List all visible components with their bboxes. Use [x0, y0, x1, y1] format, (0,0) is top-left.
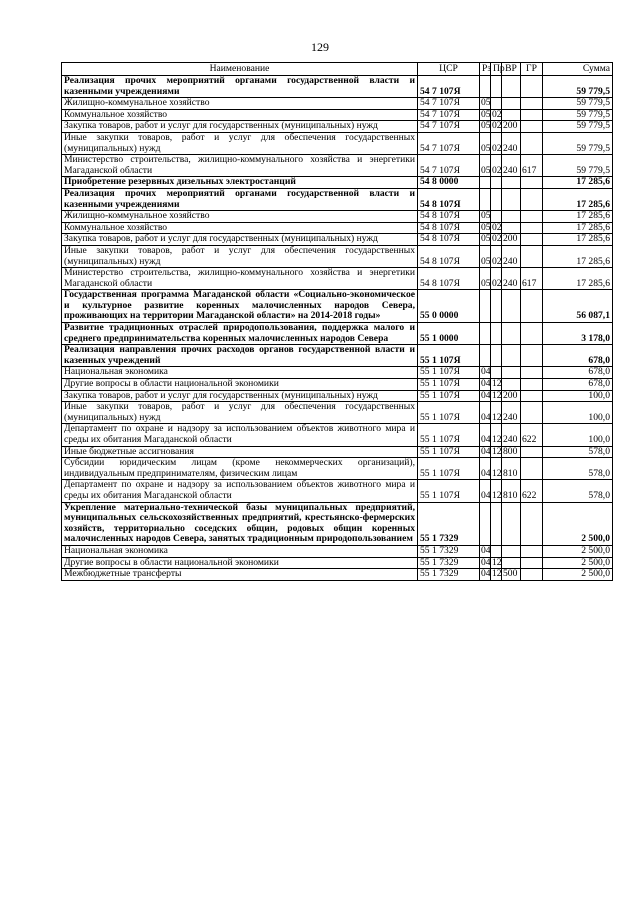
cell-vr — [502, 367, 521, 379]
table-row — [62, 446, 613, 458]
cell-csr: 54 8 107Я — [418, 188, 480, 210]
cell-gr: 617 — [521, 268, 543, 290]
cell-csr: 55 1 7329 — [418, 502, 480, 545]
cell-pr — [491, 367, 502, 379]
cell-rz: 04 — [481, 378, 491, 390]
cell-name: Другие вопросы в области национальной экономики — [62, 379, 418, 391]
cell-sum: 17 285,6 — [543, 188, 613, 210]
cell-gr — [521, 345, 543, 367]
header-csr: ЦСР — [418, 63, 480, 76]
cell-gr — [521, 379, 543, 391]
cell-csr: 54 7 107Я — [418, 121, 480, 133]
page-number: 129 — [311, 40, 329, 54]
cell-csr: 55 1 107Я — [418, 345, 480, 367]
cell-pr: 02 — [491, 268, 502, 290]
cell-sum: 578,0 — [543, 446, 613, 458]
cell-csr: 54 8 107Я — [418, 268, 480, 290]
cell-gr — [521, 502, 543, 545]
cell-pr: 02 — [492, 233, 502, 245]
cell-name: Министерство строительства, жилищно-коммунального хозяйства и энергетики Магаданской области — [62, 268, 418, 290]
table-row — [62, 290, 613, 323]
table-row — [62, 121, 613, 133]
header-gr: ГР — [521, 63, 543, 76]
table-row — [62, 188, 613, 210]
table-row — [62, 98, 613, 110]
cell-pr: 12 — [491, 424, 502, 446]
cell-pr — [491, 177, 502, 189]
cell-pr: 02 — [492, 221, 502, 233]
cell-vr — [502, 502, 521, 545]
header-sum: Сумма — [543, 63, 613, 76]
table-row — [62, 390, 613, 402]
cell-vr — [502, 545, 521, 557]
cell-name: Субсидии юридическим лицам (кроме некоммерческих организаций), индивидуальным предпринимателям, физическим лицам — [62, 458, 418, 480]
cell-gr — [521, 177, 543, 189]
cell-name: Иные бюджетные ассигнования — [62, 446, 418, 458]
cell-vr — [502, 188, 521, 210]
table-body — [62, 76, 613, 581]
cell-gr — [521, 76, 543, 98]
cell-sum: 100,0 — [543, 402, 613, 424]
cell-sum: 17 285,6 — [543, 211, 613, 223]
cell-rz: 05 — [481, 120, 491, 132]
cell-vr: 240 — [502, 402, 521, 424]
cell-name: Развитие традиционных отраслей природопользования, поддержка малого и среднего предпринимательства коренных малочисленных народов Севера — [62, 323, 418, 345]
cell-name: Иные закупки товаров, работ и услуг для обеспечения государственных (муниципальных) нужд — [62, 245, 418, 267]
cell-rz: 05 — [480, 132, 491, 154]
cell-gr: 622 — [521, 480, 543, 502]
cell-vr — [502, 76, 521, 98]
cell-sum: 17 285,6 — [543, 234, 613, 246]
cell-rz: 04 — [481, 556, 491, 568]
cell-sum: 59 779,5 — [543, 132, 613, 154]
cell-name: Иные закупки товаров, работ и услуг для обеспечения государственных (муниципальных) нужд — [62, 132, 418, 154]
cell-sum: 2 500,0 — [543, 557, 613, 569]
cell-rz — [480, 177, 491, 189]
cell-sum: 59 779,5 — [543, 109, 613, 121]
cell-csr: 54 8 107Я — [418, 245, 480, 267]
cell-gr — [521, 211, 543, 223]
table-row — [62, 458, 613, 480]
cell-pr: 12 — [492, 389, 502, 401]
cell-csr: 55 1 107Я — [418, 367, 480, 379]
cell-pr: 12 — [492, 568, 502, 580]
cell-pr: 12 — [491, 402, 502, 424]
cell-vr — [502, 379, 521, 391]
cell-name: Закупка товаров, работ и услуг для государственных (муниципальных) нужд — [62, 121, 418, 133]
cell-pr: 02 — [491, 132, 502, 154]
cell-rz: 05 — [480, 245, 491, 267]
table-row — [62, 211, 613, 223]
table-row — [62, 379, 613, 391]
cell-gr — [521, 446, 543, 458]
cell-gr — [521, 98, 543, 110]
cell-rz: 04 — [481, 366, 491, 378]
cell-gr — [521, 245, 543, 267]
cell-gr — [521, 109, 543, 121]
cell-rz — [480, 188, 491, 210]
cell-pr: 02 — [492, 120, 502, 132]
cell-sum: 59 779,5 — [543, 155, 613, 177]
header-vr: ВР — [502, 63, 521, 76]
cell-rz — [480, 323, 491, 345]
cell-vr — [502, 177, 521, 189]
cell-rz: 04 — [481, 544, 491, 556]
cell-rz: 05 — [481, 210, 491, 222]
cell-name: Коммунальное хозяйство — [62, 222, 418, 234]
cell-rz — [480, 345, 491, 367]
cell-name: Закупка товаров, работ и услуг для государственных (муниципальных) нужд — [62, 390, 418, 402]
cell-rz: 05 — [481, 221, 491, 233]
table-row — [62, 402, 613, 424]
cell-gr — [521, 234, 543, 246]
cell-sum: 59 779,5 — [543, 98, 613, 110]
cell-name: Иные закупки товаров, работ и услуг для обеспечения государственных (муниципальных) нужд — [62, 402, 418, 424]
cell-rz: 04 — [481, 445, 491, 457]
cell-name: Межбюджетные трансферты — [62, 569, 418, 581]
table-row — [62, 76, 613, 98]
cell-sum: 678,0 — [543, 345, 613, 367]
cell-vr: 800 — [502, 446, 521, 458]
cell-name: Национальная экономика — [62, 367, 418, 379]
cell-name: Другие вопросы в области национальной экономики — [62, 557, 418, 569]
cell-pr: 02 — [491, 155, 502, 177]
cell-vr: 200 — [502, 121, 521, 133]
cell-csr: 54 7 107Я — [418, 109, 480, 121]
cell-name: Жилищно-коммунальное хозяйство — [62, 98, 418, 110]
cell-vr: 240 — [502, 268, 521, 290]
cell-name: Закупка товаров, работ и услуг для государственных (муниципальных) нужд — [62, 234, 418, 246]
table-row — [62, 424, 613, 446]
cell-pr: 12 — [491, 458, 502, 480]
header-pr: Пр — [491, 63, 502, 76]
table-row — [62, 367, 613, 379]
cell-name: Реализация прочих мероприятий органами государственной власти и казенными учреждениями — [62, 188, 418, 210]
cell-vr: 240 — [502, 132, 521, 154]
cell-csr: 55 1 107Я — [418, 446, 480, 458]
cell-vr — [502, 345, 521, 367]
table-row — [62, 155, 613, 177]
cell-pr — [491, 290, 502, 323]
cell-sum: 17 285,6 — [543, 268, 613, 290]
cell-sum: 2 500,0 — [543, 545, 613, 557]
cell-sum: 2 500,0 — [543, 569, 613, 581]
cell-sum: 56 087,1 — [543, 290, 613, 323]
cell-pr — [491, 323, 502, 345]
cell-rz: 04 — [480, 424, 491, 446]
cell-name: Реализация прочих мероприятий органами государственной власти и казенными учреждениями — [62, 76, 418, 98]
table-row — [62, 132, 613, 154]
cell-name: Государственная программа Магаданской области «Социально-экономическое и культурное развитие коренных малочисленных народов Севера, проживающих на территории Магаданской области» на 2014-2018 годы» — [62, 290, 418, 323]
cell-name: Министерство строительства, жилищно-коммунального хозяйства и энергетики Магаданской области — [62, 155, 418, 177]
cell-sum: 17 285,6 — [543, 245, 613, 267]
cell-vr — [502, 323, 521, 345]
table-row — [62, 234, 613, 246]
cell-vr — [502, 211, 521, 223]
cell-rz: 05 — [481, 108, 491, 120]
cell-pr: 12 — [492, 556, 502, 568]
cell-gr — [521, 132, 543, 154]
cell-rz: 05 — [480, 155, 491, 177]
cell-pr: 02 — [492, 108, 502, 120]
cell-csr: 55 1 0000 — [418, 323, 480, 345]
table-row — [62, 502, 613, 545]
table-row — [62, 480, 613, 502]
cell-sum: 578,0 — [543, 480, 613, 502]
cell-gr — [521, 367, 543, 379]
cell-sum: 59 779,5 — [543, 76, 613, 98]
cell-csr: 55 0 0000 — [418, 290, 480, 323]
cell-sum: 59 779,5 — [543, 121, 613, 133]
cell-sum: 17 285,6 — [543, 177, 613, 189]
cell-name: Коммунальное хозяйство — [62, 109, 418, 121]
cell-csr: 54 7 107Я — [418, 132, 480, 154]
cell-vr: 200 — [502, 390, 521, 402]
cell-rz: 04 — [481, 568, 491, 580]
cell-pr: 12 — [492, 445, 502, 457]
cell-name: Жилищно-коммунальное хозяйство — [62, 211, 418, 223]
table-row — [62, 222, 613, 234]
cell-name: Реализация направления прочих расходов органов государственной власти и казенных учреждений — [62, 345, 418, 367]
cell-vr — [502, 98, 521, 110]
cell-csr: 55 1 7329 — [418, 557, 480, 569]
cell-vr: 240 — [502, 424, 521, 446]
table-row — [62, 345, 613, 367]
header-name: Наименование — [62, 63, 418, 76]
cell-rz: 04 — [480, 458, 491, 480]
cell-vr: 500 — [502, 569, 521, 581]
table-row — [62, 109, 613, 121]
cell-gr — [521, 458, 543, 480]
cell-csr: 54 8 107Я — [418, 222, 480, 234]
cell-sum: 678,0 — [543, 367, 613, 379]
cell-vr — [502, 557, 521, 569]
cell-pr: 02 — [491, 245, 502, 267]
cell-sum: 100,0 — [543, 424, 613, 446]
cell-rz — [480, 290, 491, 323]
cell-rz: 04 — [481, 389, 491, 401]
cell-rz: 05 — [480, 268, 491, 290]
cell-gr — [521, 569, 543, 581]
cell-sum: 3 178,0 — [543, 323, 613, 345]
cell-sum: 100,0 — [543, 390, 613, 402]
cell-gr — [521, 557, 543, 569]
cell-name: Приобретение резервных дизельных электростанций — [62, 177, 418, 189]
cell-vr — [502, 290, 521, 323]
cell-vr: 240 — [502, 245, 521, 267]
cell-csr: 54 8 0000 — [418, 177, 480, 189]
cell-csr: 55 1 7329 — [418, 569, 480, 581]
cell-vr: 810 — [502, 458, 521, 480]
cell-gr — [521, 402, 543, 424]
cell-sum: 2 500,0 — [543, 502, 613, 545]
cell-vr: 810 — [502, 480, 521, 502]
cell-gr — [521, 545, 543, 557]
cell-pr — [491, 545, 502, 557]
table-row — [62, 557, 613, 569]
cell-pr — [491, 98, 502, 110]
table-row — [62, 268, 613, 290]
cell-rz: 05 — [481, 233, 491, 245]
table-row — [62, 177, 613, 189]
table-header-row — [62, 63, 613, 76]
cell-csr: 54 7 107Я — [418, 155, 480, 177]
cell-csr: 55 1 7329 — [418, 545, 480, 557]
cell-gr — [521, 323, 543, 345]
table-row — [62, 569, 613, 581]
cell-pr — [491, 188, 502, 210]
cell-csr: 54 7 107Я — [418, 98, 480, 110]
cell-gr — [521, 121, 543, 133]
cell-pr — [491, 502, 502, 545]
cell-gr — [521, 188, 543, 210]
cell-csr: 55 1 107Я — [418, 379, 480, 391]
cell-vr: 200 — [502, 234, 521, 246]
cell-csr: 55 1 107Я — [418, 390, 480, 402]
cell-rz — [480, 76, 491, 98]
cell-csr: 55 1 107Я — [418, 480, 480, 502]
budget-table — [61, 62, 613, 581]
cell-gr: 617 — [521, 155, 543, 177]
cell-csr: 55 1 107Я — [418, 458, 480, 480]
cell-rz — [480, 502, 491, 545]
cell-rz: 05 — [481, 97, 491, 109]
cell-name: Национальная экономика — [62, 545, 418, 557]
cell-sum: 678,0 — [543, 379, 613, 391]
cell-pr — [491, 211, 502, 223]
cell-csr: 55 1 107Я — [418, 424, 480, 446]
cell-name: Укрепление материально-технической базы муниципальных предприятий, муниципальных сельскохозяйственных предприятий, крестьянско-фермерских хозяйств, территориально соседских общин, родовых общин коренных малочисленных народов Севера, занятых традиционным природопользованием — [62, 502, 418, 545]
cell-pr: 12 — [492, 378, 502, 390]
cell-sum: 578,0 — [543, 458, 613, 480]
table-row — [62, 545, 613, 557]
table-row — [62, 245, 613, 267]
cell-vr — [502, 222, 521, 234]
cell-pr: 12 — [491, 480, 502, 502]
cell-vr: 240 — [502, 155, 521, 177]
cell-rz: 04 — [480, 402, 491, 424]
cell-pr — [491, 345, 502, 367]
cell-gr — [521, 290, 543, 323]
cell-vr — [502, 109, 521, 121]
cell-sum: 17 285,6 — [543, 222, 613, 234]
cell-csr: 54 8 107Я — [418, 211, 480, 223]
cell-gr — [521, 222, 543, 234]
cell-name: Департамент по охране и надзору за использованием объектов животного мира и среды их обитания Магаданской области — [62, 480, 418, 502]
cell-pr — [491, 76, 502, 98]
cell-csr: 54 8 107Я — [418, 234, 480, 246]
table-row — [62, 323, 613, 345]
header-rz: Рз — [480, 63, 491, 76]
cell-gr — [521, 390, 543, 402]
cell-gr: 622 — [521, 424, 543, 446]
cell-csr: 55 1 107Я — [418, 402, 480, 424]
cell-rz: 04 — [480, 480, 491, 502]
cell-csr: 54 7 107Я — [418, 76, 480, 98]
cell-name: Департамент по охране и надзору за использованием объектов животного мира и среды их обитания Магаданской области — [62, 424, 418, 446]
